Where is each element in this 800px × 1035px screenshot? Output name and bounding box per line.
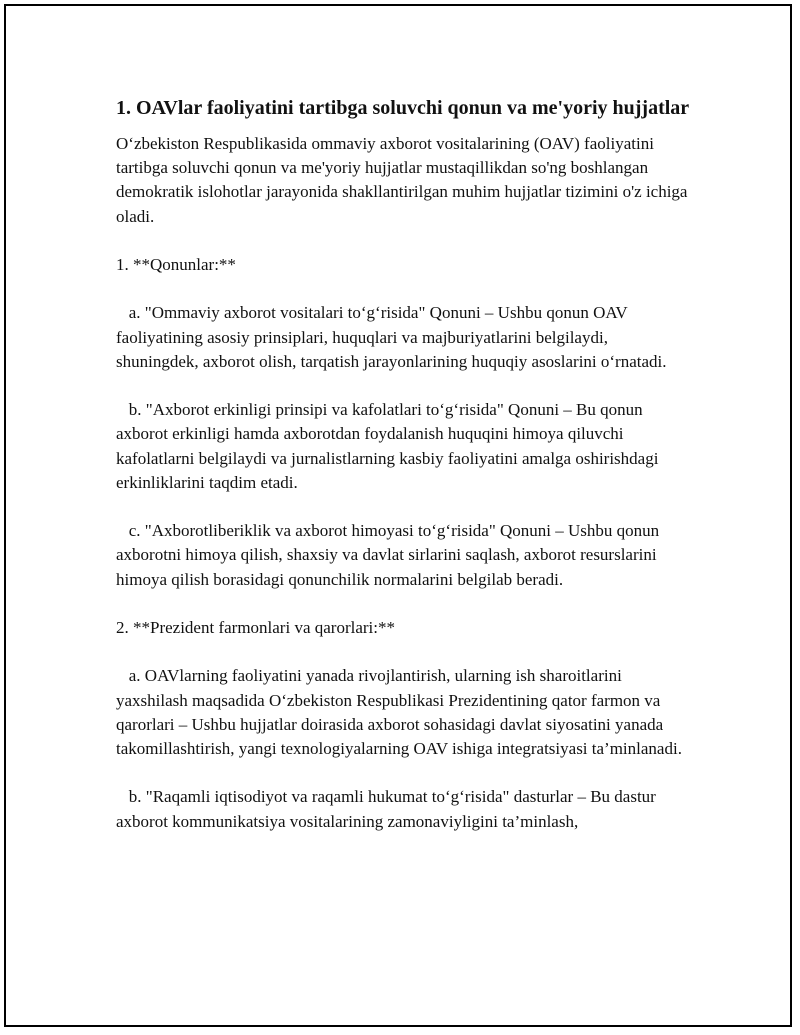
document-heading: 1. OAVlar faoliyatini tartibga soluvchi qonun va me'yoriy hujjatlar [116,97,690,119]
paragraph-gap [116,374,690,398]
paragraph-gap [116,495,690,519]
document-body [116,94,690,834]
paragraph-gap [116,761,690,785]
intro-paragraph: O‘zbekiston Respublikasida ommaviy axborot vositalarining (OAV) faoliyatini tartibga soluvchi qonun va me'yoriy hujjatlar mustaqillikdan so'ng boshlangan demokratik islohotlar jarayonida shakllantirilgan muhim hujjatlar tizimini o'z ichiga oladi. [116,134,692,226]
laws-item-c: c. "Axborotliberiklik va axborot himoyasi to‘g‘risida" Qonuni – Ushbu qonun axborotni himoya qilish, shaxsiy va davlat sirlarini saqlash, axborot resurslarini himoya qilish borasidagi qonunchilik normalarini belgilab beradi. [116,521,664,589]
paragraph-gap [116,640,690,664]
paragraph-gap [116,229,690,253]
paragraph-gap [116,592,690,616]
decrees-item-a: a. OAVlarning faoliyatini yanada rivojlantirish, ularning ish sharoitlarini yaxshilash maqsadida O‘zbekiston Respublikasi Prezidentining qator farmon va qarorlari – Ushbu hujjatlar doirasida axborot sohasidagi davlat siyosatini yanada takomillashtirish, yangi texnologiyalarning OAV ishiga integratsiyasi ta’minlanadi. [116,666,682,758]
decrees-item-b: b. "Raqamli iqtisodiyot va raqamli hukumat to‘g‘risida" dasturlar – Bu dastur axborot kommunikatsiya vositalarining zamonaviyligini ta’minlash, [116,787,661,831]
laws-item-a: a. "Ommaviy axborot vositalari to‘g‘risida" Qonuni – Ushbu qonun OAV faoliyatining asosiy prinsiplari, huquqlari va majburiyatlarini belgilaydi, shuningdek, axborot olish, tarqatish jarayonlarining huquqiy asoslarini o‘rnatadi. [116,303,667,371]
laws-item-b: b. "Axborot erkinligi prinsipi va kafolatlari to‘g‘risida" Qonuni – Bu qonun axborot erkinligi hamda axborotdan foydalanish huquqini himoya qiluvchi kafolatlarni belgilaydi va jurnalistlarning kasbiy faoliyatini amalga oshirishdagi erkinliklarini taqdim etadi. [116,400,663,492]
section-decrees-title: 2. **Prezident farmonlari va qarorlari:** [116,617,395,637]
section-laws-title: 1. **Qonunlar:** [116,255,236,274]
paragraph-gap [116,277,690,301]
